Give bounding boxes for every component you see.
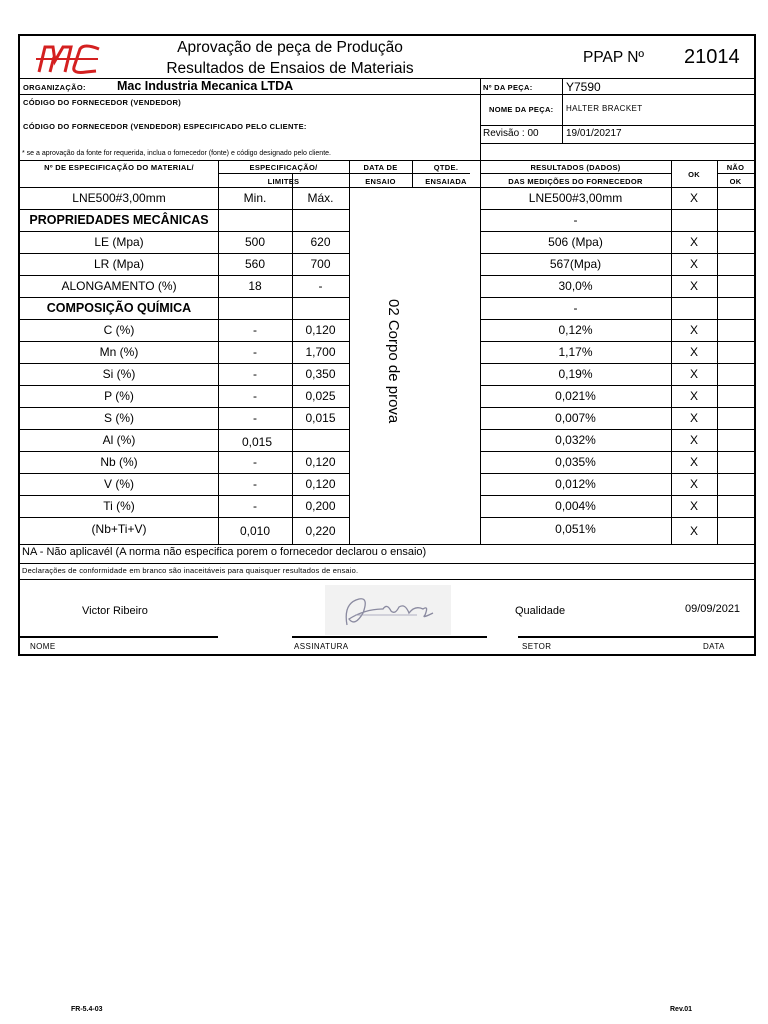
- header-ok: OK: [688, 170, 700, 179]
- ok-mark: X: [689, 257, 698, 271]
- section-mechanical: PROPRIEDADES MECÂNICAS: [29, 213, 209, 227]
- section-mechanical-result: -: [573, 213, 578, 227]
- ok-mark: X: [689, 235, 698, 249]
- signature-scribble-icon: [325, 585, 451, 635]
- header-qty-1: QTDE.: [433, 163, 459, 172]
- max-value: 0,200: [305, 499, 336, 513]
- signer-name: Victor Ribeiro: [82, 605, 148, 617]
- max-value: 0,350: [305, 367, 336, 381]
- min-value: 0,010: [239, 524, 271, 538]
- ok-mark: X: [689, 389, 698, 403]
- result-value: 0,007%: [555, 411, 596, 425]
- max-label: Máx.: [307, 191, 334, 205]
- result-value: 0,012%: [555, 477, 596, 491]
- element-name: (Nb+Ti+V): [91, 522, 147, 536]
- mc-logo-icon: [34, 41, 102, 75]
- max-value: 0,120: [305, 455, 336, 469]
- result-value: 506 (Mpa): [548, 235, 603, 249]
- max-value: 0,120: [305, 323, 336, 337]
- min-value: 500: [244, 235, 266, 249]
- part-name-label: NOME DA PEÇA:: [489, 105, 554, 114]
- part-no-value: Y7590: [566, 80, 601, 94]
- supplier-code-client-label: CÓDIGO DO FORNECEDOR (VENDEDOR) ESPECIFICADO PELO CLIENTE:: [23, 122, 307, 131]
- ok-mark: X: [689, 323, 698, 337]
- max-value: 0,025: [305, 389, 336, 403]
- ppap-number: 21014: [684, 46, 740, 68]
- declaration-note: Declarações de conformidade em branco são inaceitáveis para quaisquer resultados de ensaio.: [22, 566, 359, 575]
- property-name: LE (Mpa): [94, 235, 144, 249]
- ok-mark: X: [689, 345, 698, 359]
- min-label: Min.: [243, 191, 267, 205]
- header-date-2: ENSAIO: [365, 177, 396, 186]
- header-date-1: DATA DE: [363, 163, 398, 172]
- label-signature: ASSINATURA: [294, 642, 349, 651]
- max-value: 620: [310, 235, 331, 249]
- header-results-2: DAS MEDIÇÕES DO FORNECEDOR: [508, 177, 643, 186]
- company-logo: [34, 41, 102, 75]
- part-no-label: Nº DA PEÇA:: [483, 83, 533, 92]
- max-value: 1,700: [305, 345, 336, 359]
- result-value: 0,12%: [558, 323, 593, 337]
- spec-name: LNE500#3,00mm: [72, 191, 166, 205]
- min-value: -: [253, 367, 257, 381]
- element-name: Si (%): [102, 367, 136, 381]
- result-value: 0,032%: [555, 433, 596, 447]
- min-value: -: [253, 323, 257, 337]
- element-name: C (%): [103, 323, 135, 337]
- spec-result: LNE500#3,00mm: [528, 191, 623, 205]
- ok-mark: X: [689, 279, 698, 293]
- min-value: -: [253, 477, 257, 491]
- signer-sector: Qualidade: [515, 605, 566, 617]
- label-name: NOME: [30, 642, 56, 651]
- ok-mark: X: [689, 411, 698, 425]
- header-material: Nº DE ESPECIFICAÇÃO DO MATERIAL/: [44, 163, 194, 172]
- ppap-form: [18, 34, 756, 656]
- ok-mark: X: [689, 524, 698, 538]
- header-spec-2: LIMITES: [267, 177, 300, 186]
- header-nok-2: OK: [729, 177, 742, 186]
- ok-mark: X: [689, 499, 698, 513]
- ok-mark: X: [689, 455, 698, 469]
- element-name: Ti (%): [103, 499, 135, 513]
- result-value: 0,035%: [555, 455, 596, 469]
- header-spec-1: ESPECIFICAÇÃO/: [249, 163, 318, 172]
- supplier-code-label: CÓDIGO DO FORNECEDOR (VENDEDOR): [23, 98, 182, 107]
- element-name: Al (%): [102, 433, 136, 447]
- result-value: 0,19%: [558, 367, 593, 381]
- max-value: 0,120: [305, 477, 336, 491]
- signature-date: 09/09/2021: [685, 603, 741, 615]
- label-date: DATA: [703, 642, 725, 651]
- ok-mark: X: [689, 433, 698, 447]
- revision-date: 19/01/20217: [566, 128, 622, 139]
- element-name: S (%): [104, 411, 134, 425]
- min-value: -: [253, 411, 257, 425]
- result-value: 0,004%: [555, 499, 596, 513]
- min-value: 560: [244, 257, 266, 271]
- ok-mark: X: [689, 477, 698, 491]
- na-note: NA - Não aplicavél (A norma não especifica porem o fornecedor declarou o ensaio): [22, 546, 427, 558]
- min-value: 0,015: [242, 435, 273, 449]
- min-value: -: [253, 455, 257, 469]
- org-value: Mac Industria Mecanica LTDA: [117, 79, 294, 93]
- element-name: V (%): [104, 477, 134, 491]
- title-line-1: Aprovação de peça de Produção: [177, 39, 403, 56]
- section-chemical: COMPOSIÇÃO QUÍMICA: [46, 301, 192, 315]
- spec-ok-mark: X: [689, 191, 698, 205]
- max-value: -: [318, 279, 323, 293]
- ppap-label: PPAP Nº: [583, 49, 645, 66]
- result-value: 0,021%: [555, 389, 596, 403]
- max-value: 0,220: [305, 524, 336, 538]
- label-sector: SETOR: [522, 642, 552, 651]
- form-code: FR-5.4-03: [71, 1006, 103, 1013]
- org-label: ORGANIZAÇÃO:: [23, 83, 86, 92]
- section-chemical-result: -: [573, 301, 578, 315]
- min-value: 18: [248, 279, 262, 293]
- property-name: ALONGAMENTO (%): [61, 279, 177, 293]
- element-name: Nb (%): [100, 455, 138, 469]
- part-name-value: HALTER BRACKET: [566, 104, 643, 113]
- ok-mark: X: [689, 367, 698, 381]
- revision: Revisão : 00: [483, 128, 539, 139]
- form-revision: Rev.01: [670, 1006, 693, 1013]
- min-value: -: [253, 389, 257, 403]
- header-nok-1: NÃO: [726, 163, 745, 172]
- element-name: P (%): [104, 389, 134, 403]
- sample-note: 02 Corpo de prova: [385, 299, 402, 424]
- header-results-1: RESULTADOS (DADOS): [530, 163, 621, 172]
- property-name: LR (Mpa): [93, 257, 144, 271]
- max-value: 700: [310, 257, 331, 271]
- result-value: 567(Mpa): [549, 257, 602, 271]
- header-qty-2: ENSAIADA: [425, 177, 467, 186]
- signature-image: [325, 585, 451, 635]
- title-line-2: Resultados de Ensaios de Materiais: [166, 60, 414, 77]
- min-value: -: [253, 345, 257, 359]
- result-value: 0,051%: [555, 522, 596, 536]
- element-name: Mn (%): [99, 345, 139, 359]
- min-value: -: [253, 499, 257, 513]
- source-note: * se a aprovação da fonte for requerida, inclua o fornecedor (fonte) e código designado pelo cliente.: [22, 150, 331, 157]
- result-value: 30,0%: [558, 279, 593, 293]
- max-value: 0,015: [305, 411, 336, 425]
- result-value: 1,17%: [558, 345, 593, 359]
